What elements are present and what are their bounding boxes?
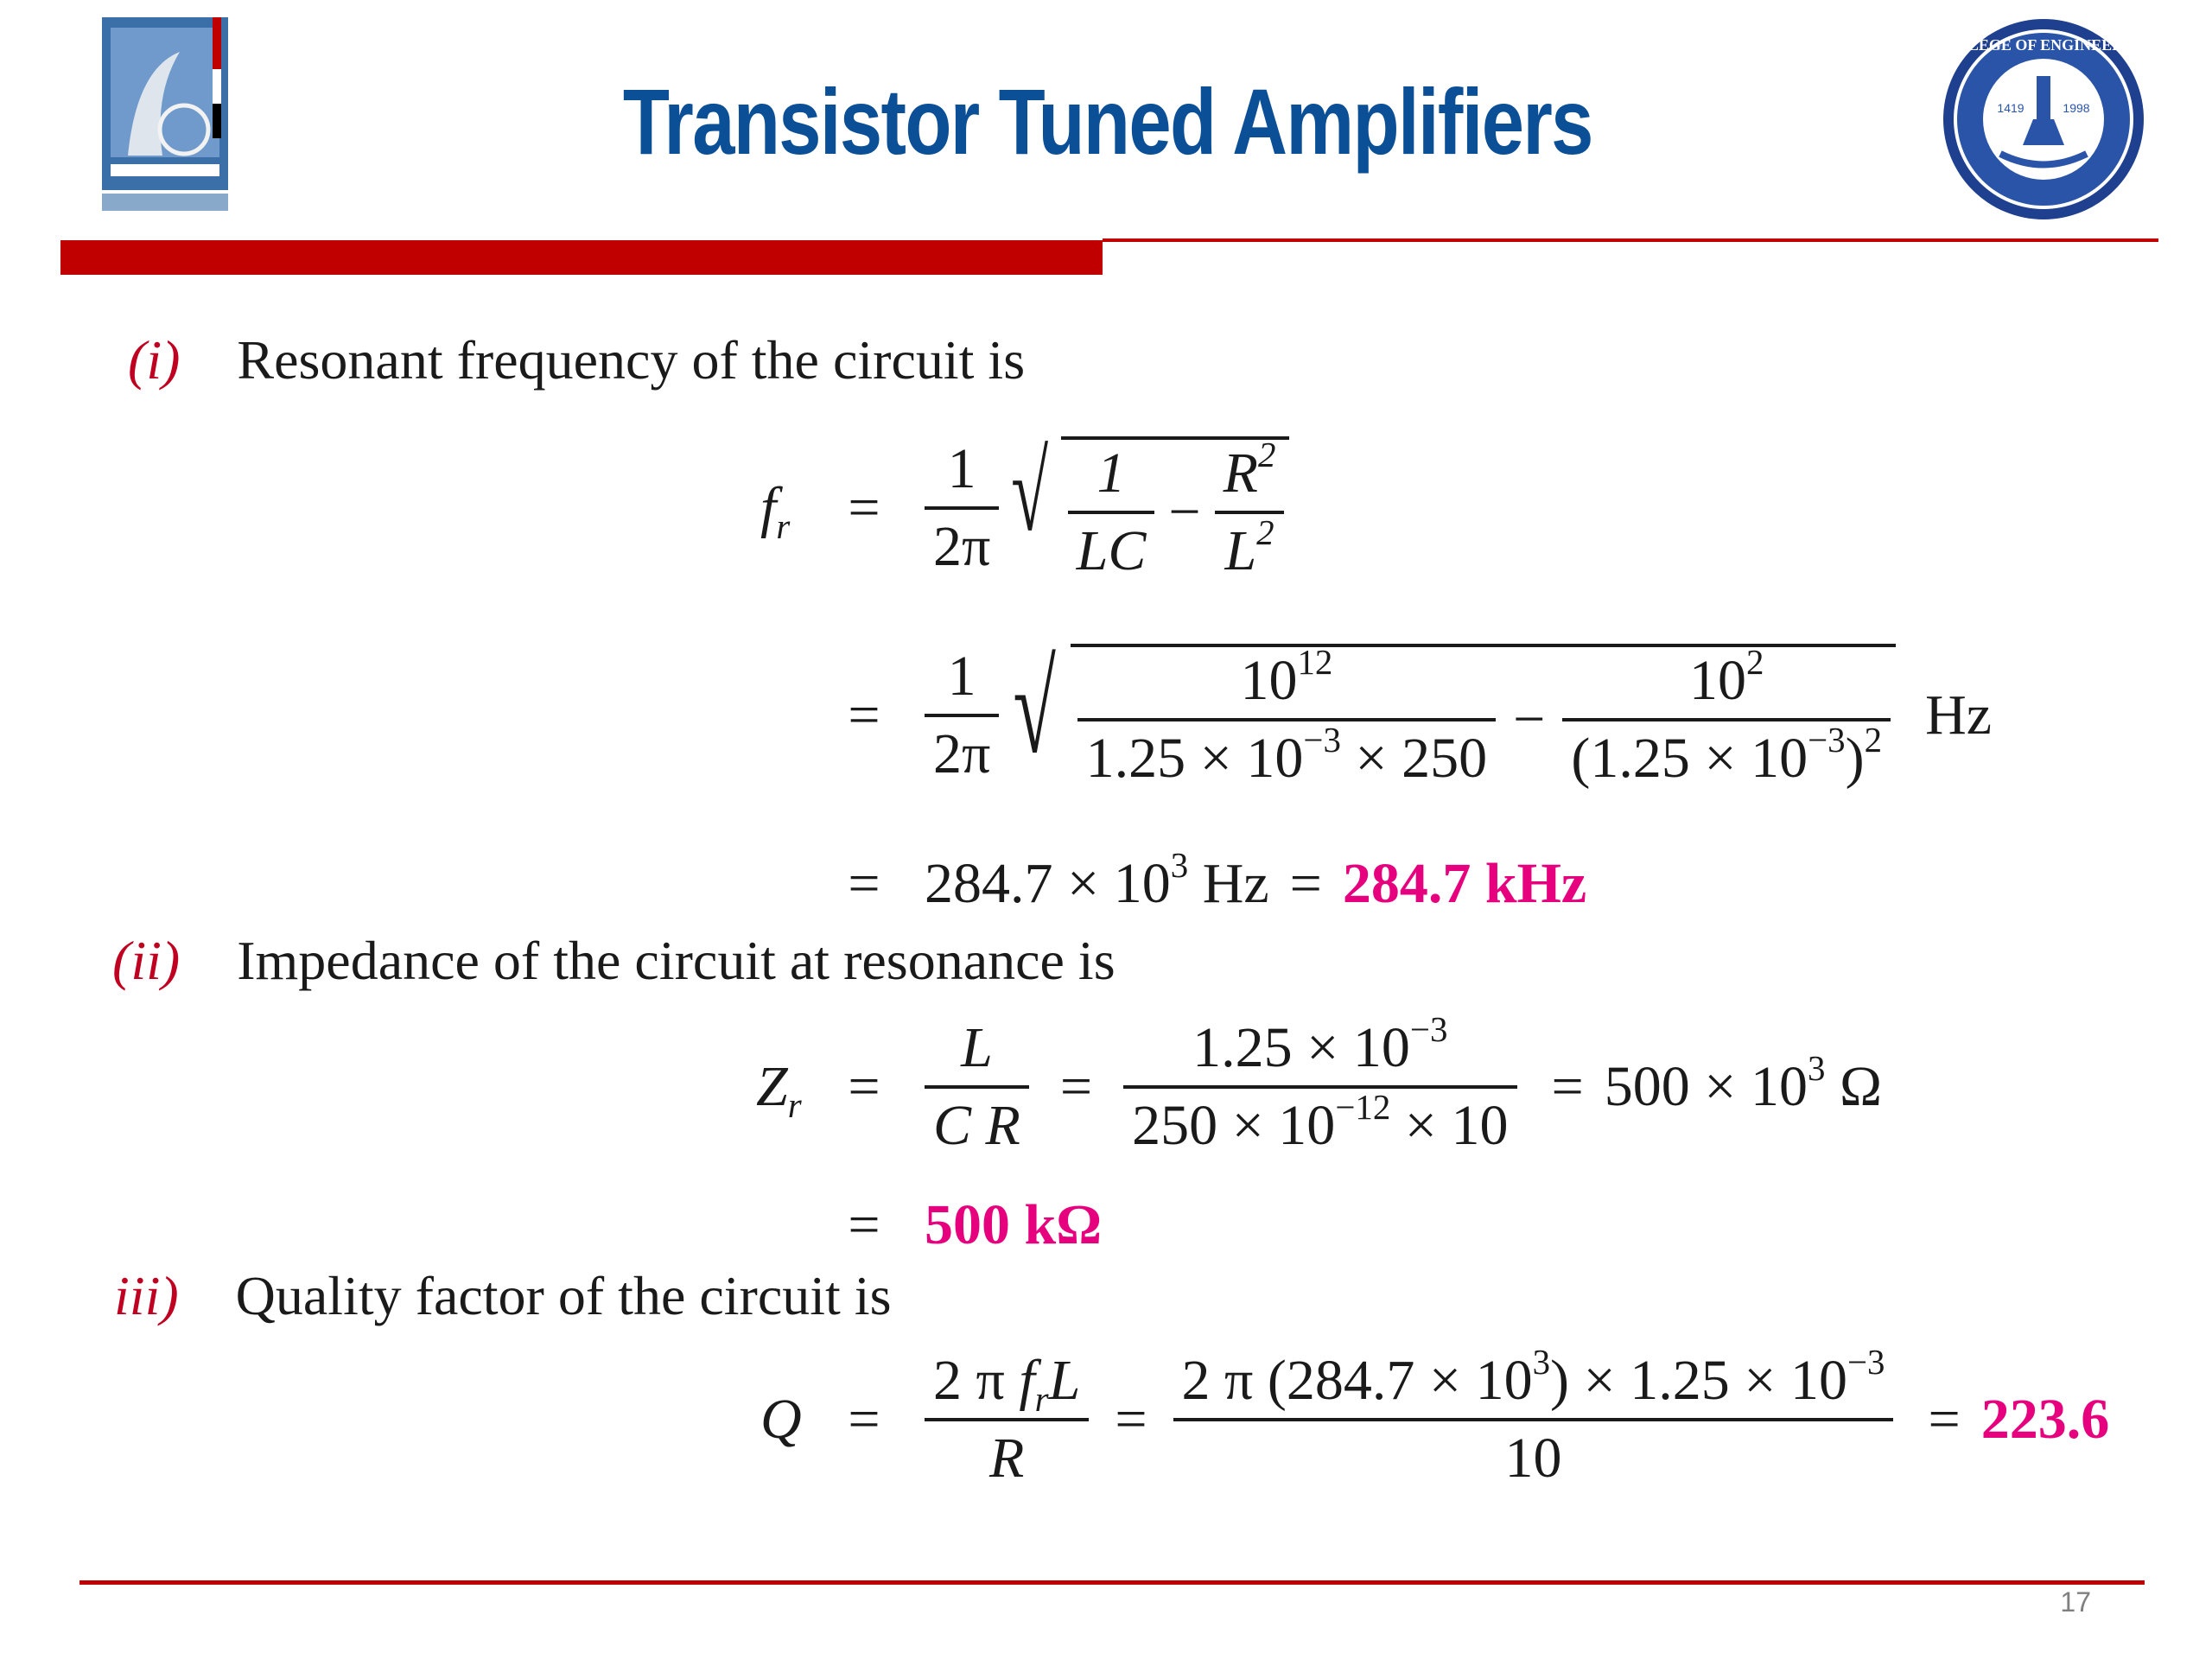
equation-zr-result xyxy=(838,1193,1103,1256)
square-root: √ $\frac{10^{12}}{1.25 \times 10^{-3} \times 250}$ − $\frac{10^2}{(1.25 \times 10^{-3})^2}$ xyxy=(999,644,1896,787)
fraction-term-a: $\frac{10^{12}}{1.25 \times 10^{-3} \times 250}$ xyxy=(1077,652,1497,787)
result-q: 223.6 xyxy=(1980,1388,2110,1451)
value-zr: $500 \times 10^3$ Ω xyxy=(1604,1048,1883,1118)
equals-sign: = xyxy=(1059,1055,1093,1118)
seal-year: 1998 xyxy=(2063,101,2090,115)
fraction-one-over-2pi: $\frac{1}{2\pi}$ xyxy=(925,441,999,575)
equals-sign: = xyxy=(1928,1388,1961,1451)
equals-sign: = xyxy=(1115,1388,1147,1451)
equals-sign: = xyxy=(848,1055,880,1118)
fraction-L-over-CR: $\frac{L}{\text{C R}}$ xyxy=(925,1020,1029,1154)
equals-sign: = xyxy=(848,852,880,915)
fraction-2pi-fr-L-over-R: $\frac{2 \pi f_rL}{R}$ xyxy=(925,1352,1089,1487)
section-text: Quality factor of the circuit is xyxy=(235,1265,892,1326)
page-title: Transistor Tuned Amplifiers xyxy=(622,69,1592,174)
lhs-fr: $f_r$ xyxy=(760,476,791,547)
section-marker: iii) xyxy=(114,1265,179,1326)
section-i-heading xyxy=(128,329,1026,391)
value-fr: $284.7 \times 10^3$ Hz xyxy=(925,845,1269,915)
lhs-q: Q xyxy=(760,1388,802,1451)
equation-zr xyxy=(756,1009,1883,1157)
fraction-1-over-LC: $\frac{1}{LC}$ xyxy=(1068,445,1155,580)
fraction-one-over-2pi: $\frac{1}{2\pi}$ xyxy=(925,648,999,783)
section-text: Resonant frequency of the circuit is xyxy=(237,329,1026,391)
unit-hz: Hz xyxy=(1925,683,1993,747)
fraction-R2-over-L2: $\frac{R^2}{L^2}$ xyxy=(1215,445,1285,580)
seal-year-hijri: 1419 xyxy=(1997,101,2024,115)
header-rule-thin xyxy=(1103,238,2158,242)
equals-sign: = xyxy=(848,1193,880,1256)
equation-fr-substitution xyxy=(838,637,1993,790)
section-marker: (ii) xyxy=(112,930,181,991)
fraction-q-values: $\frac{2 \pi (284.7 \times 10^3) \times 1.25 \times 10^{-3}}{10}$ xyxy=(1173,1352,1894,1487)
result-fr: 284.7 kHz xyxy=(1342,852,1587,915)
section-marker: (i) xyxy=(128,329,181,391)
section-text: Impedance of the circuit at resonance is xyxy=(237,930,1116,991)
square-root: √ $\frac{1}{LC}$ − $\frac{R^2}{L^2}$ xyxy=(999,436,1289,580)
header-rule-thick xyxy=(60,240,1103,275)
seal-text: COLLEGE OF ENGINEERING xyxy=(1940,36,2147,54)
equation-q xyxy=(760,1342,2110,1490)
equals-sign: = xyxy=(848,476,880,539)
result-zr: 500 kΩ xyxy=(925,1193,1103,1256)
lhs-zr: $Z_r$ xyxy=(756,1055,802,1126)
section-ii-heading xyxy=(112,930,1116,991)
section-iii-heading xyxy=(114,1265,892,1326)
page-number: 17 xyxy=(2060,1586,2091,1618)
fraction-term-b: $\frac{10^2}{(1.25 \times 10^{-3})^2}$ xyxy=(1562,652,1891,787)
equation-fr-definition xyxy=(760,430,1289,582)
equation-fr-result: = $284.7 \times 10^3$ Hz = 284.7 kHz xyxy=(838,855,1586,912)
equals-sign: = xyxy=(848,683,880,747)
footer-rule xyxy=(79,1580,2145,1585)
equals-sign: = xyxy=(1551,1055,1584,1118)
college-seal xyxy=(1940,16,2147,223)
equals-sign: = xyxy=(848,1388,880,1451)
fraction-zr-values: $\frac{1.25 \times 10^{-3}}{250 \times 10^{-12} \times 10}$ xyxy=(1123,1020,1516,1154)
